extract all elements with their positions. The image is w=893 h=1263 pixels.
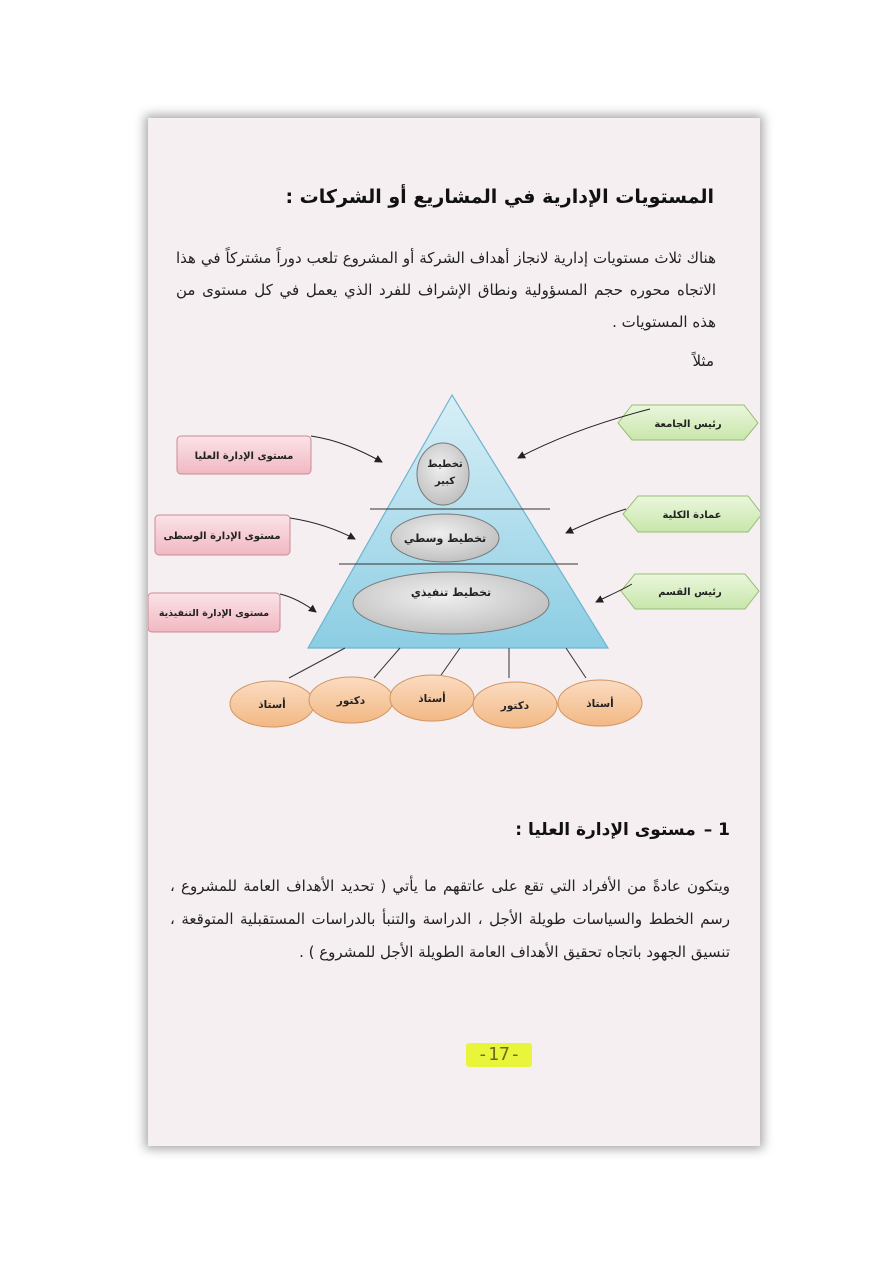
level-label-middle: تخطيط وسطي xyxy=(403,532,487,545)
section-body: ويتكون عادةً من الأفراد التي تقع على عاتقهم ما يأتي ( تحديد الأهداف العامة للمشروع ، رسم الخطط والسياسات طويلة الأجل ، الدراسة والتنبأ بالدراسات المستقبلية المتوقعة ، تنسيق الجهود باتجاه تحقيق الأهداف العامة الطويلة الأجل للمشروع ) . xyxy=(170,877,730,961)
connector-line xyxy=(566,648,586,678)
page-number: -17- xyxy=(466,1043,532,1067)
level-ellipse-top xyxy=(417,443,469,505)
arrow-right-middle xyxy=(566,509,626,533)
staff-label-1: أستاذ xyxy=(258,699,286,711)
page-title: المستويات الإدارية في المشاريع أو الشركات : xyxy=(285,186,714,208)
document-page xyxy=(148,118,760,1146)
right-label-middle: عمادة الكلية xyxy=(662,510,722,521)
connector-line xyxy=(439,648,460,678)
intro-paragraph: هناك ثلاث مستويات إدارية لانجاز أهداف الشركة أو المشروع تلعب دوراً مشتركاً في هذا الاتجاه محوره حجم المسؤولية ونطاق الإشراف للفرد الذي يعمل في كل مستوى من هذه المستويات . xyxy=(176,249,716,331)
staff-label-4: دكتور xyxy=(500,700,530,712)
level-label-top-line1: تخطيط xyxy=(427,459,463,470)
staff-label-2: دكتور xyxy=(336,695,366,707)
level-ellipse-bottom xyxy=(353,572,549,634)
section-number: 1 – xyxy=(703,820,730,840)
level-label-top-line2: كبير xyxy=(434,476,456,487)
arrow-left-top xyxy=(311,436,382,462)
connector-line xyxy=(289,648,345,678)
right-label-bottom: رئيس القسم xyxy=(658,587,722,598)
left-label-top: مستوى الإدارة العليا xyxy=(194,451,294,462)
staff-label-5: أستاذ xyxy=(586,698,614,710)
level-label-bottom: تخطيط تنفيذي xyxy=(410,586,492,599)
connector-line xyxy=(374,648,400,678)
section-heading xyxy=(515,820,730,840)
arrow-left-middle xyxy=(290,518,355,539)
left-label-middle: مستوى الإدارة الوسطى xyxy=(163,531,281,542)
section-title-text: مستوى الإدارة العليا : xyxy=(515,820,696,840)
staff-label-3: أستاذ xyxy=(418,693,446,705)
right-label-top: رئيس الجامعة xyxy=(654,419,722,430)
left-label-bottom: مستوى الإدارة التنفيذية xyxy=(158,608,270,619)
example-label: مثلاً xyxy=(692,352,714,370)
management-levels-diagram xyxy=(148,118,760,738)
arrow-left-bottom xyxy=(280,594,316,612)
